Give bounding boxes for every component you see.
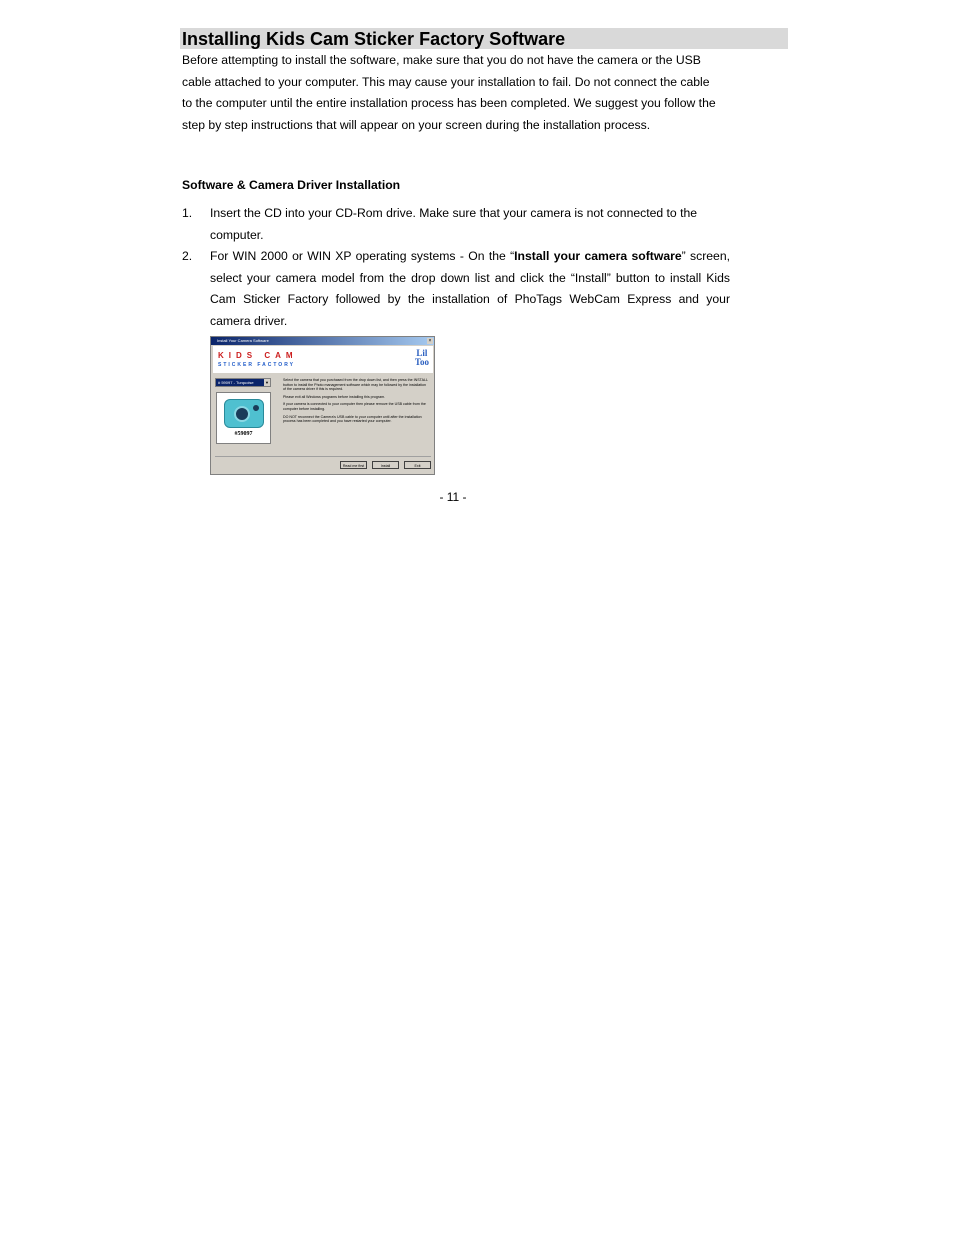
brand-logo bbox=[415, 349, 429, 367]
page-number: - 11 - bbox=[439, 490, 467, 504]
step-line: camera driver. bbox=[210, 313, 288, 328]
section-subheading: Software & Camera Driver Installation bbox=[182, 178, 401, 192]
read-me-first-button: Read me first bbox=[340, 461, 367, 469]
logo-text-kids-cam: KIDS CAM bbox=[218, 351, 298, 360]
dialog-banner bbox=[213, 346, 433, 373]
camera-preview bbox=[216, 392, 271, 444]
step-line: select your camera model from the drop down list and click the “Install” button to install Kids bbox=[210, 270, 730, 285]
dropdown-value: # 59097 - Turquoise bbox=[218, 380, 254, 385]
step-line: computer. bbox=[210, 227, 264, 242]
page-heading: Installing Kids Cam Sticker Factory Software bbox=[180, 28, 788, 49]
step-text: ” screen, bbox=[681, 249, 730, 263]
list-item-step-1 bbox=[182, 203, 730, 246]
list-item-step-2 bbox=[182, 246, 730, 332]
intro-line: step by step instructions that will appear on your screen during the installation process. bbox=[182, 117, 651, 132]
camera-model-dropdown bbox=[215, 378, 271, 387]
brand-line: Too bbox=[414, 357, 429, 367]
dialog-title: Install Your Camera Software bbox=[217, 338, 269, 343]
instruction-paragraph: If your camera is connected to your computer then please remove the USB cable from the computer before installing. bbox=[283, 402, 426, 411]
intro-line: cable attached to your computer. This may cause your installation to fail. Do not connect the cable bbox=[182, 74, 710, 89]
step-line: Insert the CD into your CD-Rom drive. Make sure that your camera is not connected to the bbox=[210, 206, 698, 220]
intro-paragraph bbox=[182, 50, 742, 136]
installer-dialog-screenshot bbox=[210, 336, 435, 475]
dialog-instructions bbox=[283, 378, 429, 427]
step-line bbox=[210, 246, 730, 268]
camera-icon bbox=[224, 399, 264, 428]
camera-flash bbox=[253, 405, 259, 411]
instruction-paragraph: DO NOT reconnect the Camera's USB cable to your computer until after the installation process has been completed and you have restarted your computer. bbox=[283, 414, 422, 424]
chevron-down-icon: ▼ bbox=[265, 380, 269, 385]
brand-line: Lil bbox=[416, 348, 428, 358]
dialog-titlebar bbox=[211, 337, 434, 345]
instruction-paragraph: Please exit all Windows programs before installing this program. bbox=[283, 394, 386, 399]
camera-model-label: #59097 bbox=[234, 431, 253, 437]
step-line: Cam Sticker Factory followed by the installation of PhoTags WebCam Express and your bbox=[210, 292, 730, 306]
dialog-divider bbox=[215, 456, 431, 457]
intro-line: Before attempting to install the software, make sure that you do not have the camera or the USB bbox=[182, 53, 701, 67]
step-number: 1. bbox=[182, 206, 193, 220]
exit-button: Exit bbox=[404, 461, 431, 469]
step-text: For WIN 2000 or WIN XP operating systems - On the “ bbox=[210, 249, 515, 263]
camera-lens bbox=[234, 406, 250, 422]
step-emphasis: Install your camera software bbox=[514, 249, 682, 263]
install-button: Install bbox=[372, 461, 399, 469]
instruction-paragraph: Select the camera that you purchased from the drop down list, and then press the INSTALL button to install the Photo management software which may be followed by the installation of the camera driver if this is required. bbox=[283, 378, 428, 392]
step-number: 2. bbox=[182, 249, 193, 263]
close-icon: × bbox=[428, 338, 432, 344]
logo-text-sticker-factory: STICKER FACTORY bbox=[218, 362, 295, 368]
intro-line: to the computer until the entire installation process has been completed. We suggest you follow the bbox=[182, 96, 716, 110]
